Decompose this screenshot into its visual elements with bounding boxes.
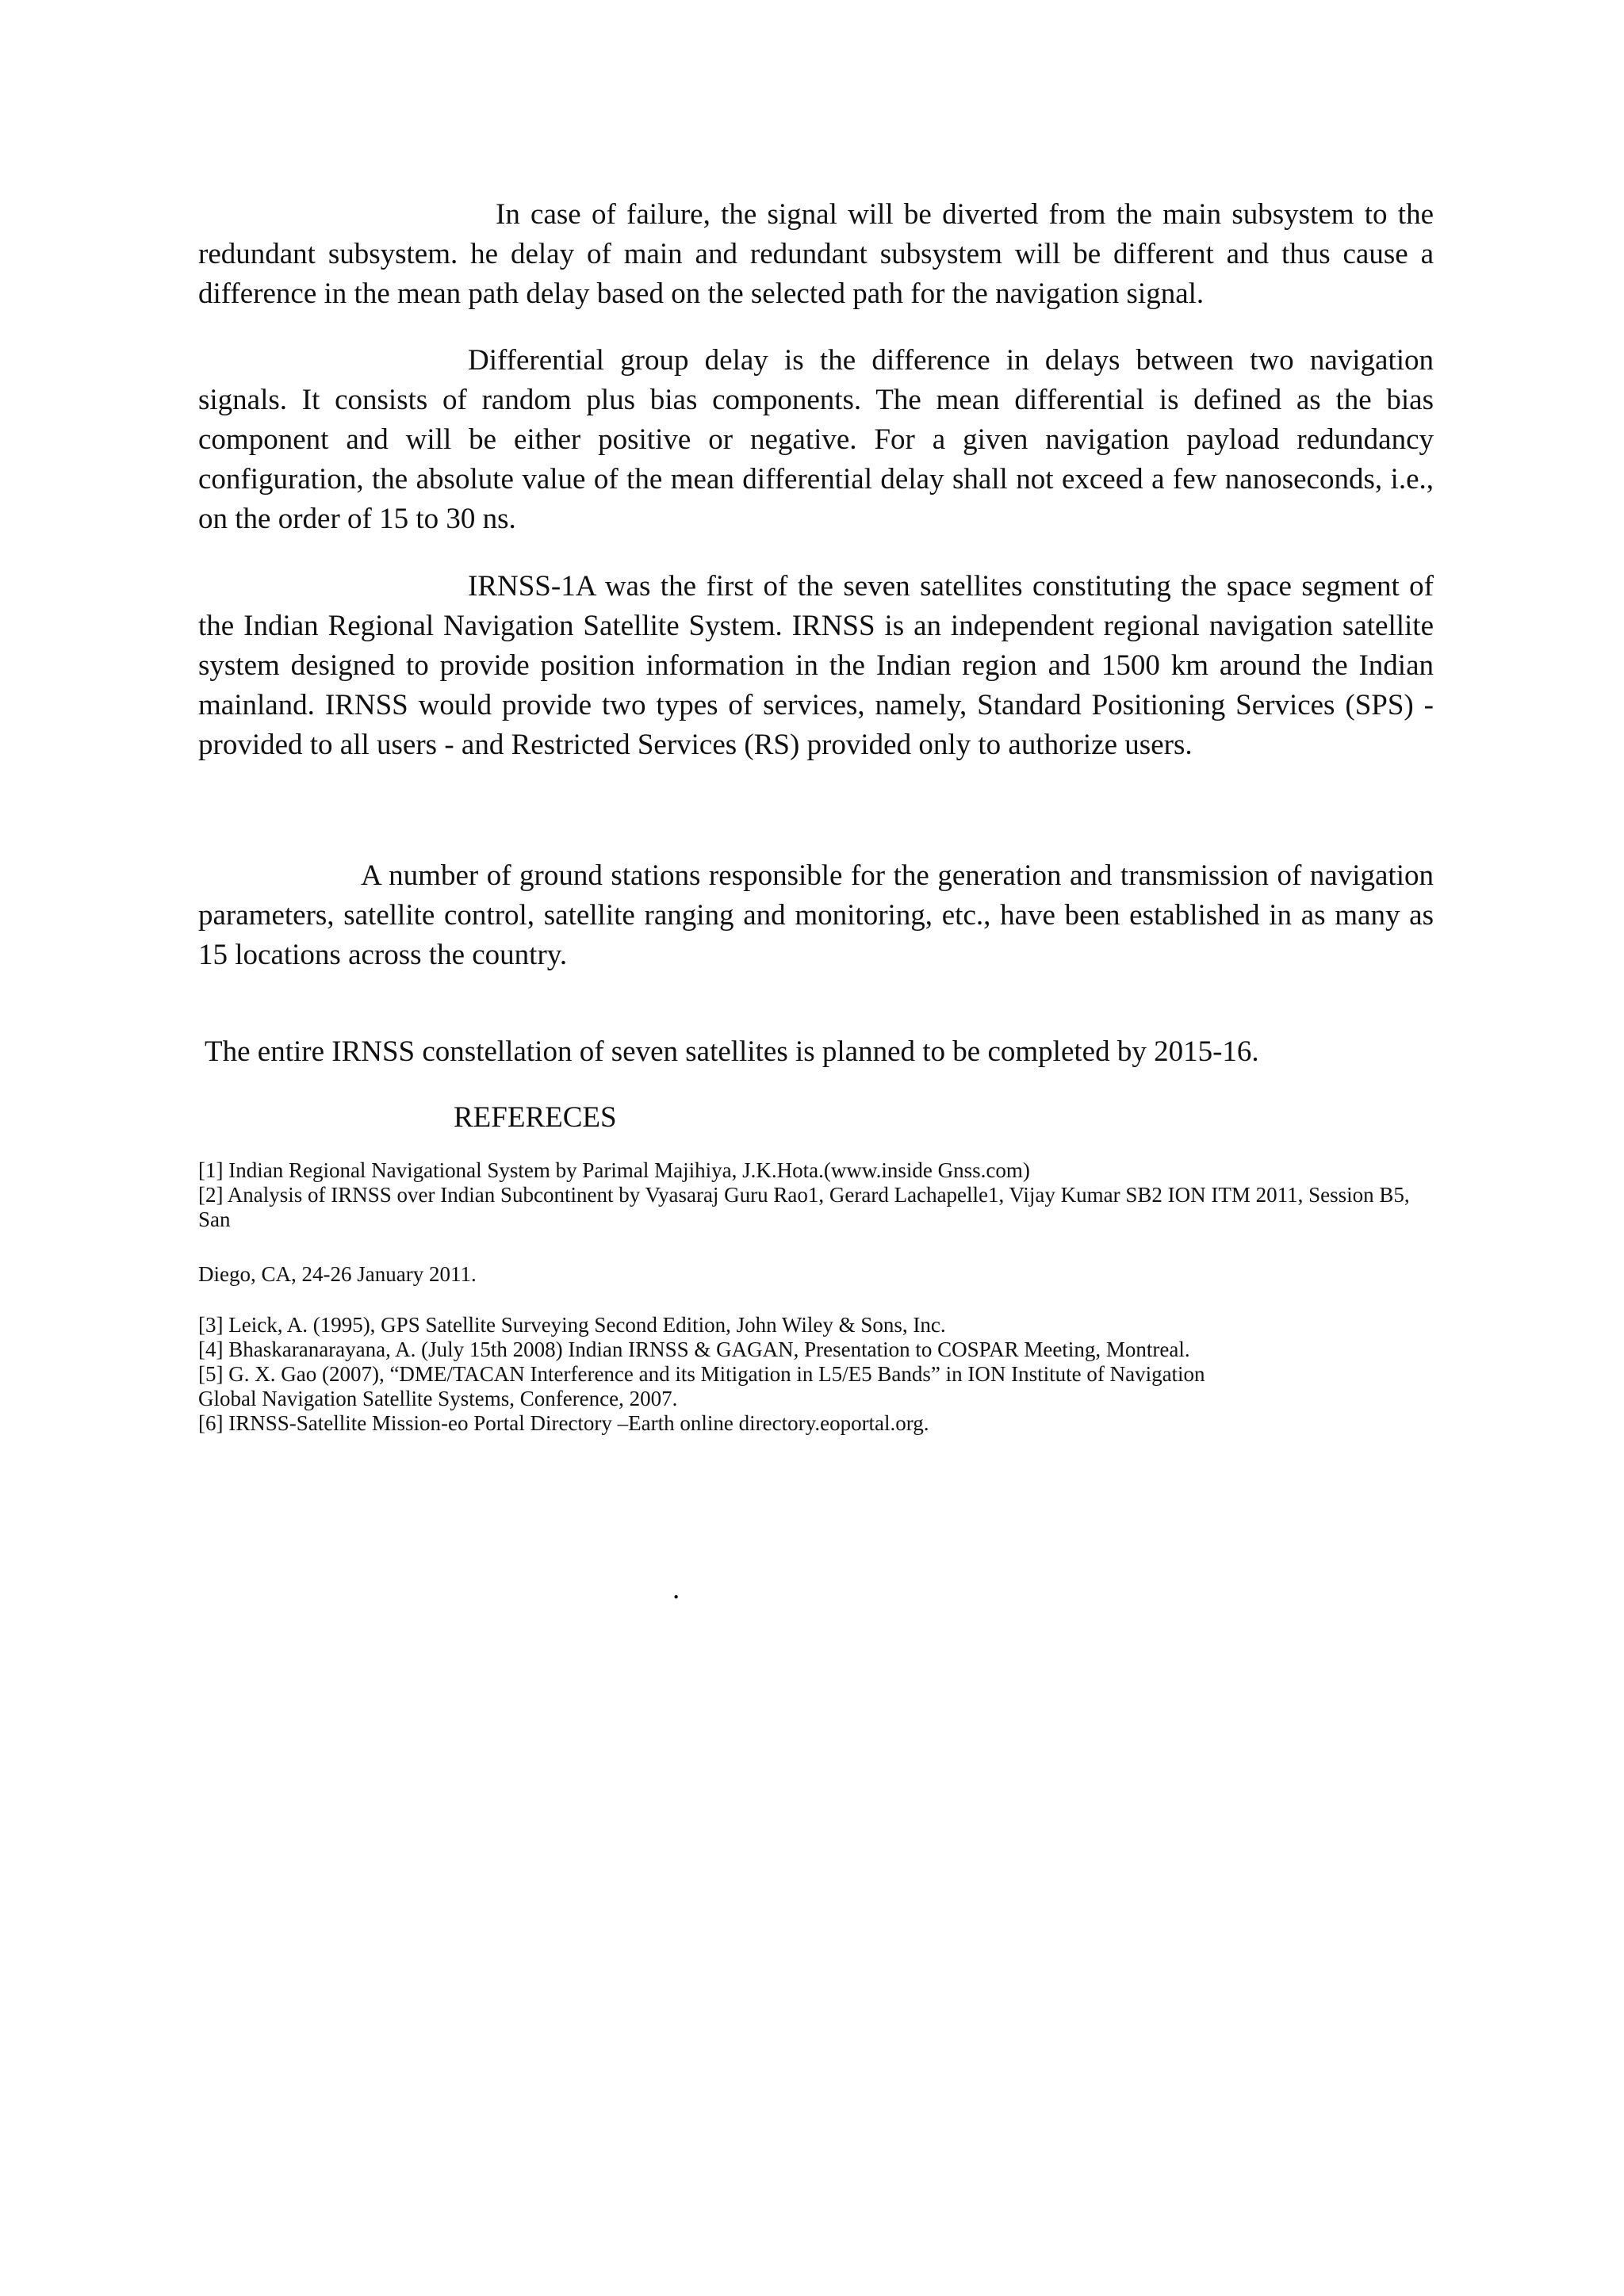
paragraph-failure-redundancy: In case of failure, the signal will be diverted from the main subsystem to the redundant subsystem. he delay of main and redundant subsystem will be different and thus cause a difference in the mean path delay based on the selected path for the navigation signal. [198,198,1434,310]
reference-item: [5] G. X. Gao (2007), “DME/TACAN Interference and its Mitigation in L5/E5 Bands” in ION Institute of Navigation [198,1362,1205,1386]
trailing-period: . [672,1573,680,1605]
reference-item: [2] Analysis of IRNSS over Indian Subcontinent by Vyasaraj Guru Rao1, Gerard Lachapelle1, Vijay Kumar SB2 ION ITM 2011, Session B5, San [198,1183,1410,1231]
reference-item-continuation: Global Navigation Satellite Systems, Conference, 2007. [198,1387,678,1410]
reference-item: [1] Indian Regional Navigational System by Parimal Majihiya, J.K.Hota.(www.inside Gnss.com) [198,1158,1030,1182]
reference-item: [4] Bhaskaranarayana, A. (July 15th 2008) Indian IRNSS & GAGAN, Presentation to COSPAR Meeting, Montreal. [198,1337,1190,1361]
reference-item: [3] Leick, A. (1995), GPS Satellite Surveying Second Edition, John Wiley & Sons, Inc. [198,1313,946,1337]
paragraph-differential-delay: Differential group delay is the difference in delays between two navigation signals. It consists of random plus bias components. The mean differential is defined as the bias component and will be either positive or negative. For a given navigation payload redundancy configuration, the absolute value of the mean differential delay shall not exceed a few nanoseconds, i.e., on the order of 15 to 30 ns. [198,344,1434,535]
paragraph-irnss-1a: IRNSS-1A was the first of the seven satellites constituting the space segment of the Indian Regional Navigation Satellite System. IRNSS is an independent regional navigation satellite system designed to provide position information in the Indian region and 1500 km around the Indian mainland. IRNSS would provide two types of services, namely, Standard Positioning Services (SPS) - provided to all users - and Restricted Services (RS) provided only to authorize users. [198,570,1434,761]
reference-item: [6] IRNSS-Satellite Mission-eo Portal Directory –Earth online directory.eoportal.org. [198,1411,929,1435]
paragraph-ground-stations: A number of ground stations responsible for the generation and transmission of navigation parameters, satellite control, satellite ranging and monitoring, etc., have been established in as many as 15 locations across the country. [198,859,1434,971]
references-heading: REFERECES [454,1101,617,1134]
reference-item-continuation: Diego, CA, 24-26 January 2011. [198,1262,477,1286]
paragraph-constellation: The entire IRNSS constellation of seven satellites is planned to be completed by 2015-16. [205,1035,1259,1068]
